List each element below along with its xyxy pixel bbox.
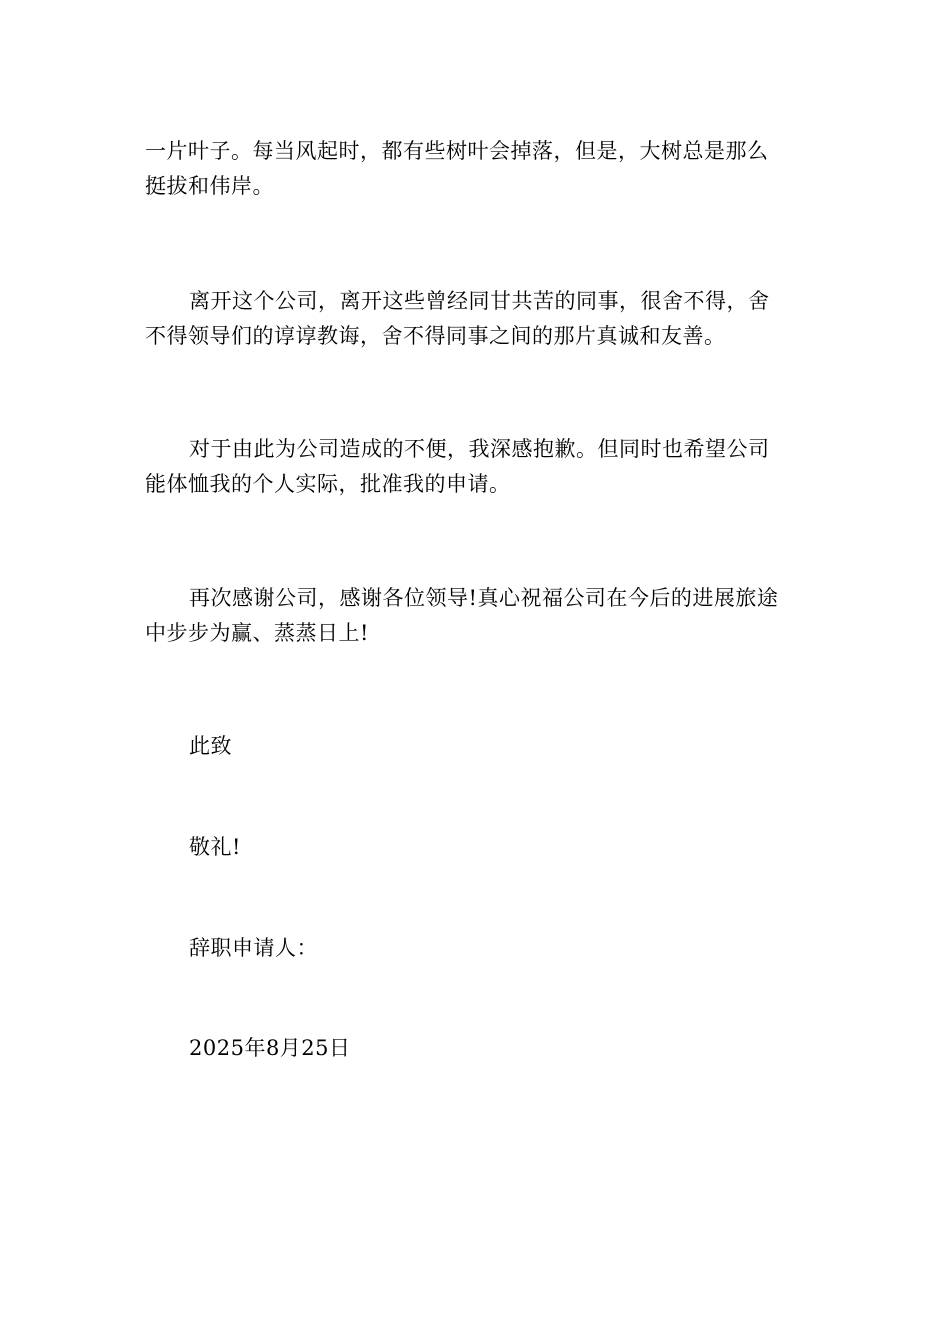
paragraph-line: 挺拔和伟岸。 <box>145 174 274 198</box>
paragraph-continuation <box>145 134 810 204</box>
date-text: 2025年8月25日 <box>189 1036 351 1060</box>
signature-label: 辞职申请人： <box>189 936 318 960</box>
salute-text: 敬礼! <box>189 835 241 859</box>
paragraph-thanks <box>145 581 810 651</box>
paragraph-leaving-company <box>145 284 810 354</box>
paragraph-line: 能体恤我的个人实际，批准我的申请。 <box>145 472 511 496</box>
closing-text: 此致 <box>189 734 232 758</box>
paragraph-line: 对于由此为公司造成的不便，我深感抱歉。但同时也希望公司 <box>189 437 770 461</box>
paragraph-apology <box>145 432 810 502</box>
paragraph-line: 再次感谢公司，感谢各位领导!真心祝福公司在今后的进展旅途 <box>189 586 779 610</box>
paragraph-line: 不得领导们的谆谆教诲，舍不得同事之间的那片真诚和友善。 <box>145 324 726 348</box>
paragraph-line: 中步步为赢、蒸蒸日上! <box>145 621 369 645</box>
paragraph-line: 离开这个公司，离开这些曾经同甘共苦的同事，很舍不得，舍 <box>189 289 770 313</box>
paragraph-line: 一片叶子。每当风起时，都有些树叶会掉落，但是，大树总是那么 <box>145 139 769 163</box>
